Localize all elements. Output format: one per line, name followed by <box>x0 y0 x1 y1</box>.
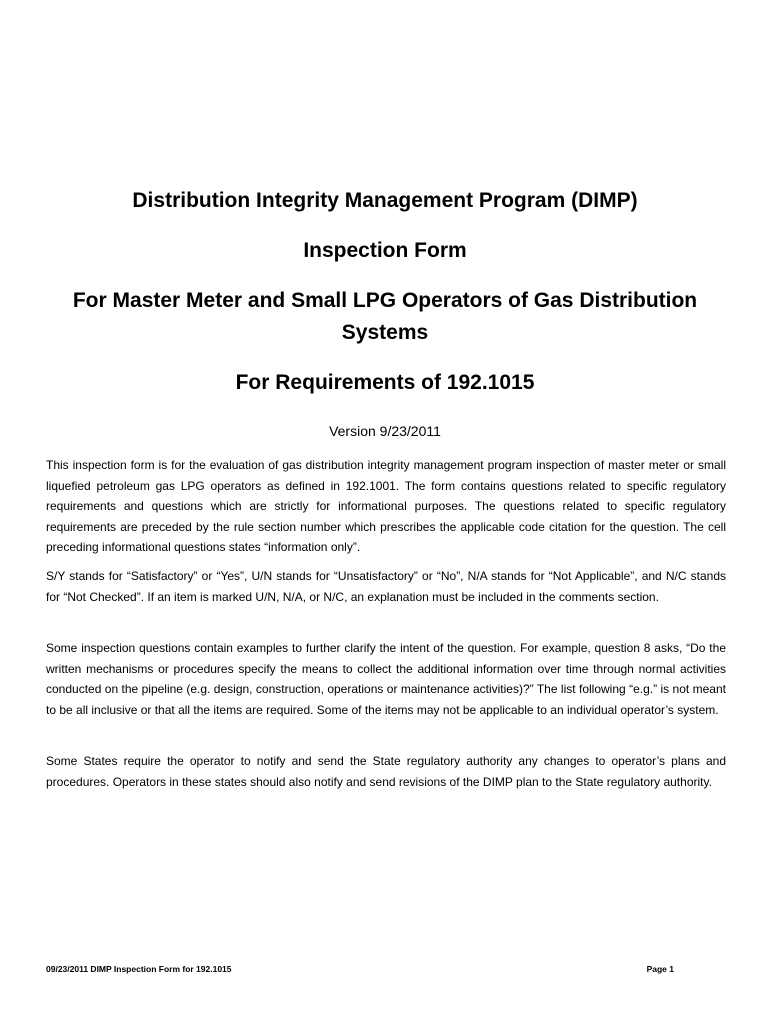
paragraph-purpose: This inspection form is for the evaluation of gas distribution integrity management program inspection of master meter or small liquefied petroleum gas LPG operators as defined in 192.1001. The form contains questions related to specific regulatory requirements and questions which are strictly for informational purposes. The questions related to specific regulatory requirements are preceded by the rule section number which prescribes the applicable code citation for the question. The cell preceding informational questions states “information only”. <box>46 458 726 554</box>
document-subtitle: Inspection Form <box>303 239 467 262</box>
footer-page-number: Page 1 <box>646 964 674 974</box>
footer-document-label: 09/23/2011 DIMP Inspection Form for 192.1015 <box>46 964 232 974</box>
document-version: Version 9/23/2011 <box>329 423 441 439</box>
paragraph-examples: Some inspection questions contain examples to further clarify the intent of the question. For example, question 8 asks, “Do the written mechanisms or procedures specify the means to collect the additional information over time through normal activities conducted on the pipeline (e.g. design, construction, operations or maintenance activities)?” The list following “e.g.” is not meant to be all inclusive or that all the items are required. Some of the items may not be applicable to an individual operator’s system. <box>46 641 726 717</box>
document-scope-heading: For Master Meter and Small LPG Operators of Gas Distribution Systems <box>72 289 698 344</box>
document-requirements-heading: For Requirements of 192.1015 <box>235 371 535 394</box>
paragraph-state-requirements: Some States require the operator to notify and send the State regulatory authority any changes to operator’s plans and procedures. Operators in these states should also notify and send revisions of the DIMP plan to the State regulatory authority. <box>46 754 726 789</box>
paragraph-abbreviations: S/Y stands for “Satisfactory” or “Yes”, U/N stands for “Unsatisfactory” or “No”, N/A stands for “Not Applicable”, and N/C stands for “Not Checked”. If an item is marked U/N, N/A, or N/C, an explanation must be included in the comments section. <box>46 569 726 604</box>
document-title: Distribution Integrity Management Program (DIMP) <box>132 189 638 212</box>
